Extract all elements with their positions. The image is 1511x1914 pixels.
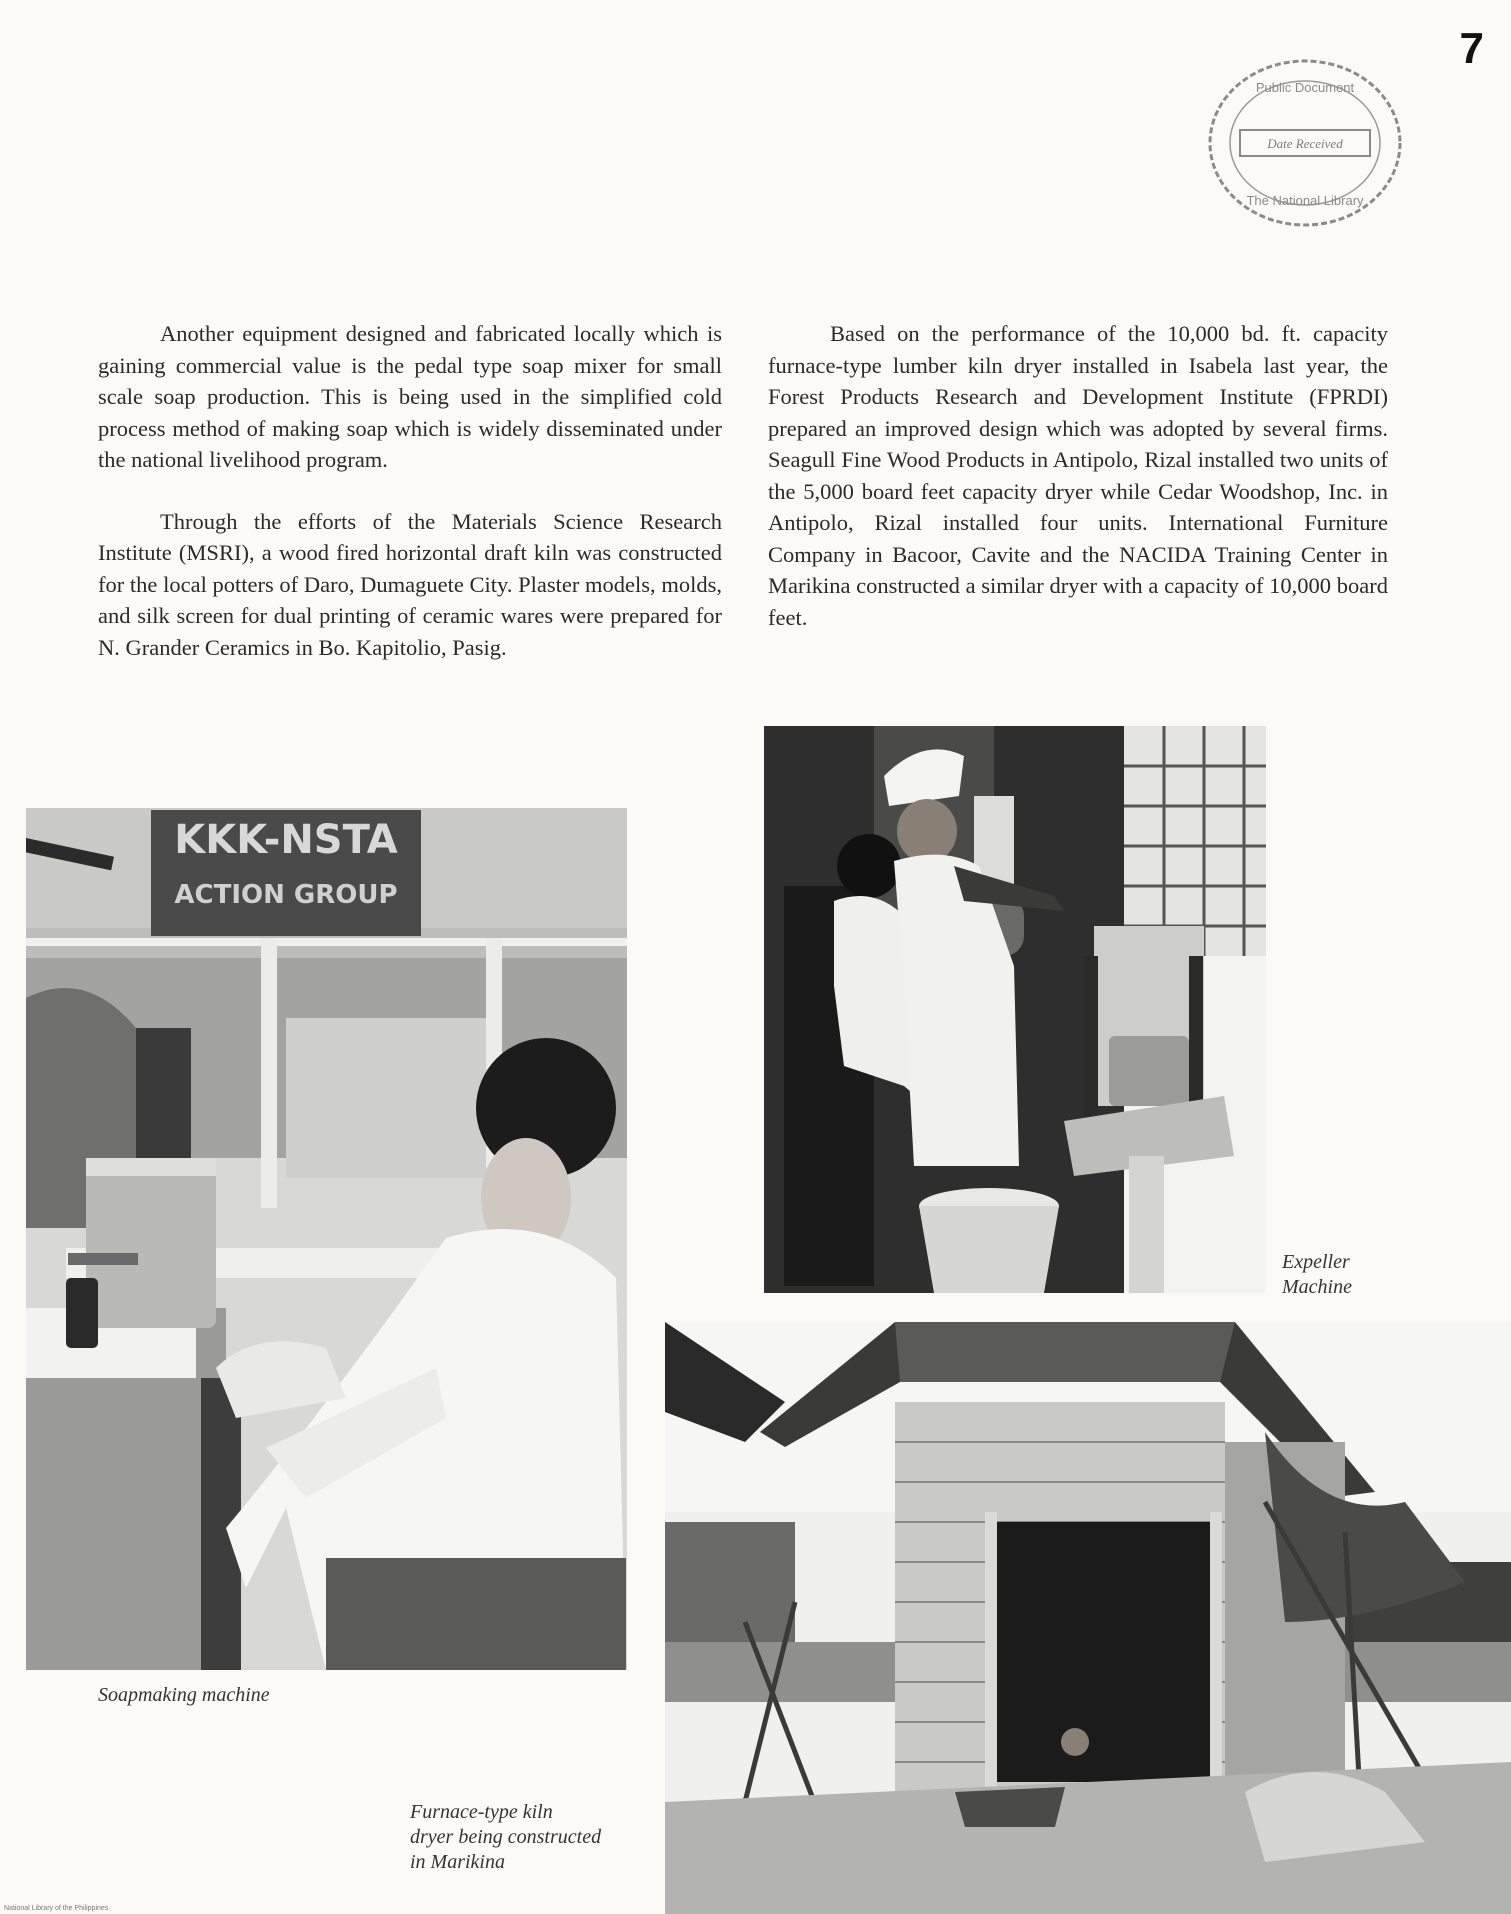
paragraph-fprdi-dryer: Based on the performance of the 10,000 bd. ft. capacity furnace-type lumber kiln dryer installed in Isabela last year, the Forest Products Research and Development Institute (FPRDI) prepared an improved design which was adopted by several firms. Seagull Fine Wood Products in Antipolo, Rizal installed two units of the 5,000 board feet capacity dryer while Cedar Woodshop, Inc. in Antipolo, Rizal installed four units. International Furniture Company in Bacoor, Cavite and the NACIDA Training Center in Marikina constructed a similar dryer with a capacity of 10,000 board feet. xyxy=(768,321,1388,630)
expeller-caption xyxy=(1282,1250,1352,1300)
paragraph-msri-kiln: Through the efforts of the Materials Science Research Institute (MSRI), a wood fired horizontal draft kiln was constructed for the local potters of Daro, Dumaguete City. Plaster models, molds, and silk screen for dual printing of ceramic wares were prepared for N. Grander Ceramics in Bo. Kapitolio, Pasig. xyxy=(98,508,722,660)
expeller-caption-line1: Expeller xyxy=(1282,1251,1350,1273)
kiln-caption-line2: dryer being constructed xyxy=(410,1826,602,1848)
kiln-caption-line1: Furnace-type kiln xyxy=(410,1801,553,1823)
sign-text-bottom: ACTION GROUP xyxy=(174,880,398,910)
sign-text-top: KKK-NSTA xyxy=(174,817,398,863)
stamp-top-text: Public Document xyxy=(1255,80,1355,95)
page-number: 7 xyxy=(1459,24,1484,73)
kiln-caption xyxy=(410,1800,660,1875)
soapmaking-caption: Soapmaking machine xyxy=(98,1684,270,1706)
paragraph-soap-mixer: Another equipment designed and fabricated locally which is gaining commercial value is the pedal type soap mixer for small scale soap production. This is being used in the simplified cold process method of making soap which is widely disseminated under the national livelihood program. xyxy=(98,321,722,472)
stamp-date-label: Date Received xyxy=(1267,136,1343,151)
kiln-dryer-photo xyxy=(665,1322,1511,1914)
expeller-caption-line2: Machine xyxy=(1282,1276,1352,1298)
expeller-machine-photo xyxy=(764,726,1266,1293)
right-text-column xyxy=(768,318,1388,663)
soapmaking-machine-photo xyxy=(26,808,627,1670)
kiln-caption-line3: in Marikina xyxy=(410,1851,505,1873)
stamp-bottom-text: The National Library xyxy=(1246,193,1364,208)
library-stamp xyxy=(1205,55,1405,230)
left-text-column xyxy=(98,318,722,693)
footer-credit: National Library of the Philippines xyxy=(4,1905,109,1912)
